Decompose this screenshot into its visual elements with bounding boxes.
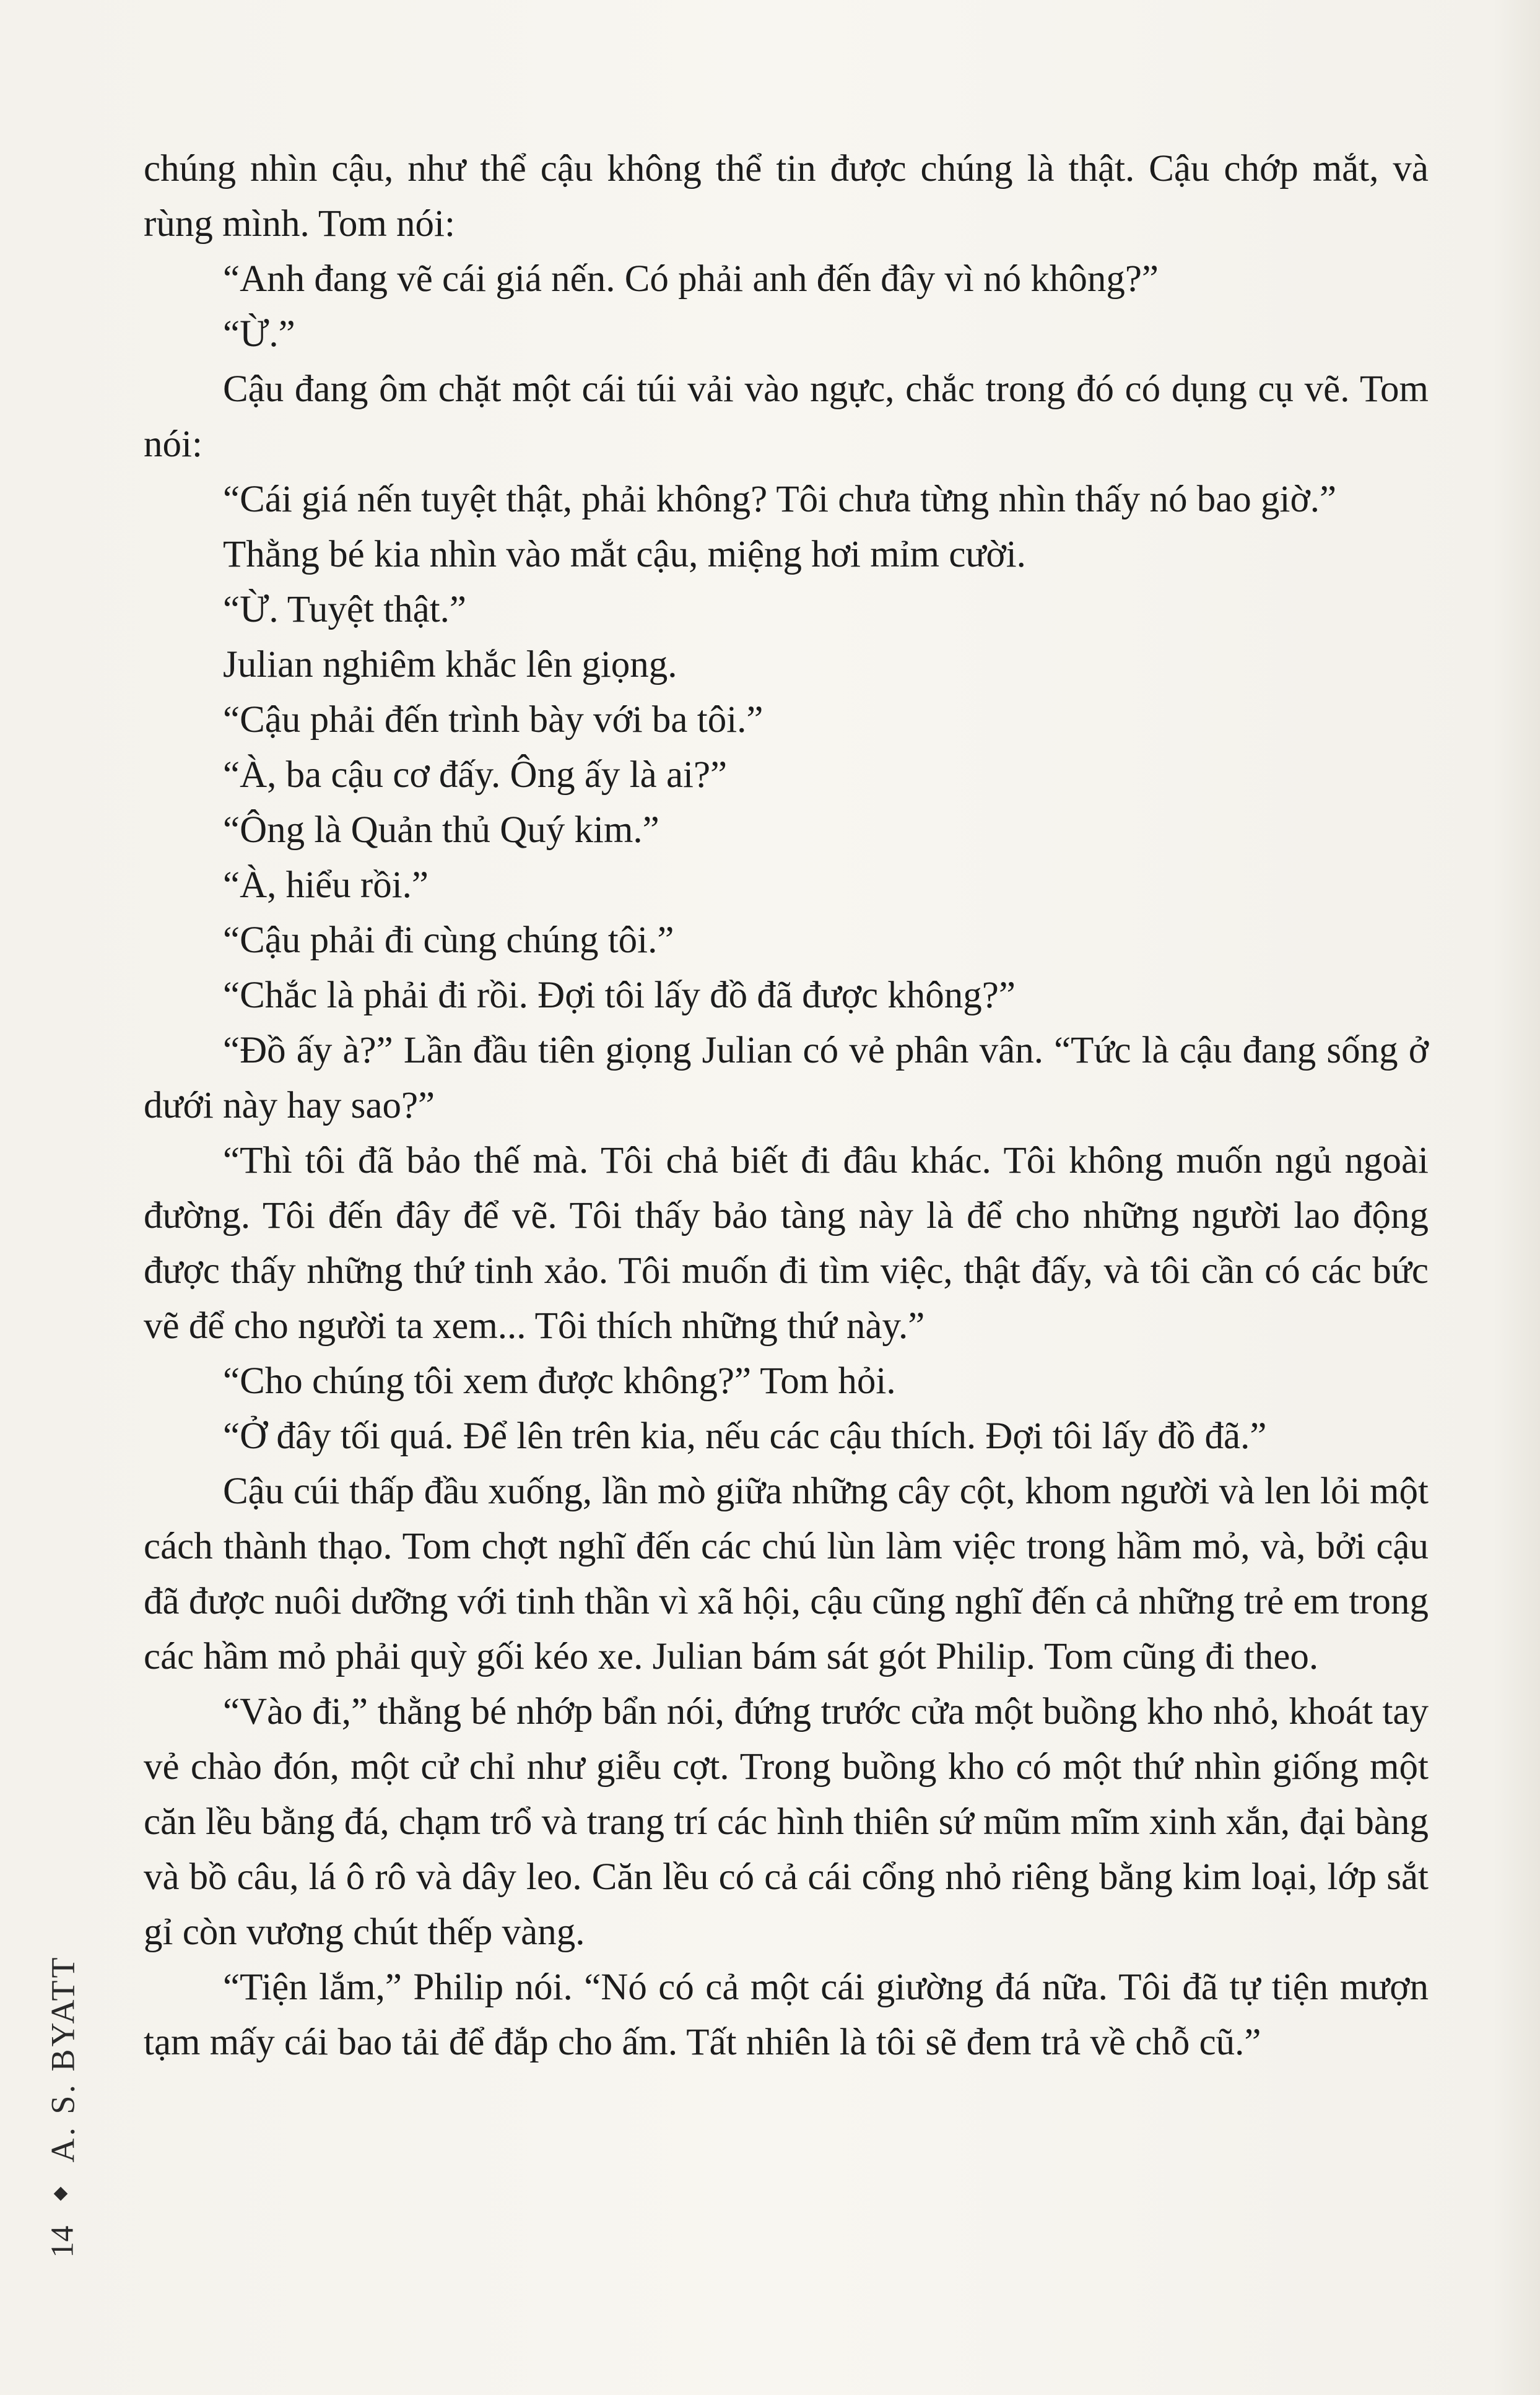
paragraph: “Ừ. Tuyệt thật.”: [223, 589, 466, 630]
paragraph: Thằng bé kia nhìn vào mắt cậu, miệng hơi mỉm cười.: [223, 534, 1026, 575]
running-head-author: A. S. BYATT: [45, 1955, 82, 2163]
paragraph: “Vào đi,” thằng bé nhớp bẩn nói, đứng trước cửa một buồng kho nhỏ, khoát tay vẻ chào đón, một cử chỉ như giễu cợt. Trong buồng kho có một thứ nhìn giống một căn lều bằng đá, chạm trổ và trang trí các hình thiên sứ mũm mĩm xinh xắn, đại bàng và bồ câu, lá ô rô và dây leo. Căn lều có cả cái cổng nhỏ riêng bằng kim loại, lớp sắt gỉ còn vương chút thếp vàng.: [144, 1691, 1429, 1953]
paragraph: Cậu đang ôm chặt một cái túi vải vào ngực, chắc trong đó có dụng cụ vẽ. Tom nói:: [144, 368, 1429, 465]
paragraph: “Cậu phải đi cùng chúng tôi.”: [223, 919, 674, 961]
paragraph: chúng nhìn cậu, như thể cậu không thể tin được chúng là thật. Cậu chớp mắt, và rùng mình. Tom nói:: [144, 148, 1429, 245]
paragraph: “Tiện lắm,” Philip nói. “Nó có cả một cái giường đá nữa. Tôi đã tự tiện mượn tạm mấy cái bao tải để đắp cho ấm. Tất nhiên là tôi sẽ đem trả về chỗ cũ.”: [144, 1967, 1429, 2063]
paragraph: “Cậu phải đến trình bày với ba tôi.”: [223, 699, 763, 741]
paragraph: Cậu cúi thấp đầu xuống, lần mò giữa những cây cột, khom người và len lỏi một cách thành thạo. Tom chợt nghĩ đến các chú lùn làm việc trong hầm mỏ, và, bởi cậu đã được nuôi dưỡng với tinh thần vì xã hội, cậu cũng nghĩ đến cả những trẻ em trong các hầm mỏ phải quỳ gối kéo xe. Julian bám sát gót Philip. Tom cũng đi theo.: [144, 1471, 1429, 1677]
paragraph: “Chắc là phải đi rồi. Đợi tôi lấy đồ đã được không?”: [223, 975, 1016, 1016]
diamond-ornament-icon: [54, 2187, 68, 2201]
page-number: [41, 2214, 84, 2269]
paragraph: “Cho chúng tôi xem được không?” Tom hỏi.: [223, 1360, 896, 1402]
page-number-text: 14: [45, 2225, 80, 2258]
paragraph: “Ông là Quản thủ Quý kim.”: [223, 809, 659, 851]
paragraph: “Cái giá nến tuyệt thật, phải không? Tôi chưa từng nhìn thấy nó bao giờ.”: [223, 479, 1337, 520]
page-margin-footer: [45, 1957, 82, 2328]
paragraph: “À, ba cậu cơ đấy. Ông ấy là ai?”: [223, 754, 728, 796]
paragraph: “Ở đây tối quá. Để lên trên kia, nếu các cậu thích. Đợi tôi lấy đồ đã.”: [223, 1415, 1267, 1457]
running-head: [45, 1957, 82, 2161]
paragraph: “Thì tôi đã bảo thế mà. Tôi chả biết đi đâu khác. Tôi không muốn ngủ ngoài đường. Tôi đến đây để vẽ. Tôi thấy bảo tàng này là để cho những người lao động được thấy những thứ tinh xảo. Tôi muốn đi tìm việc, thật đấy, và tôi cần có các bức vẽ để cho người ta xem... Tôi thích những thứ này.”: [144, 1140, 1429, 1347]
paragraph: “À, hiểu rồi.”: [223, 864, 429, 906]
paragraph: “Anh đang vẽ cái giá nến. Có phải anh đến đây vì nó không?”: [223, 258, 1159, 300]
paragraph: Julian nghiêm khắc lên giọng.: [223, 644, 677, 685]
paragraph: “Đồ ấy à?” Lần đầu tiên giọng Julian có vẻ phân vân. “Tức là cậu đang sống ở dưới này hay sao?”: [144, 1030, 1429, 1126]
paragraph: “Ừ.”: [223, 313, 295, 355]
body-text: [144, 141, 1429, 2070]
